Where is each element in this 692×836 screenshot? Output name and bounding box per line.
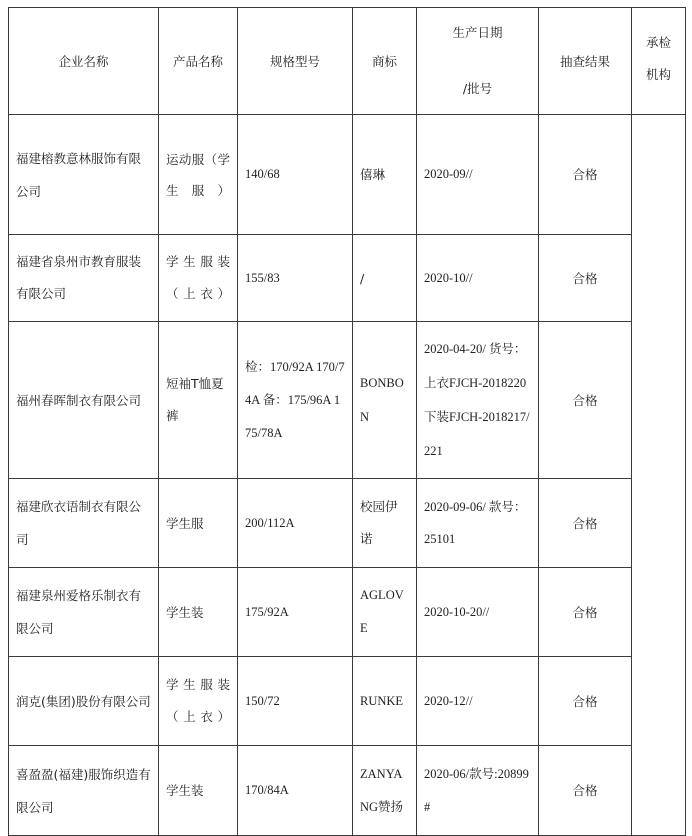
cell-date: 2020-10// [417,235,539,322]
cell-company: 福建欣衣语制衣有限公司 [9,479,159,568]
cell-brand: / [353,235,417,322]
header-result: 抽查结果 [539,8,632,115]
cell-company: 喜盈盈(福建)服饰织造有限公司 [9,746,159,836]
table-header-row [9,8,686,115]
cell-company: 福州春晖制衣有限公司 [9,322,159,479]
cell-company: 福建榕教意林服饰有限公司 [9,115,159,235]
cell-spec: 170/84A [238,746,353,836]
cell-spec: 200/112A [238,479,353,568]
table-row [9,322,686,479]
cell-product: 短袖T恤夏裤 [159,322,238,479]
header-agency-line1: 承检 [645,35,671,50]
cell-date: 2020-09// [417,115,539,235]
cell-result: 合格 [539,235,632,322]
header-date-line1: 生产日期 [452,25,503,40]
cell-brand: RUNKE [353,657,417,746]
cell-brand: 僖琳 [353,115,417,235]
table-row [9,657,686,746]
cell-date: 2020-12// [417,657,539,746]
cell-company: 福建泉州爱格乐制衣有限公司 [9,568,159,657]
cell-spec: 150/72 [238,657,353,746]
cell-result: 合格 [539,322,632,479]
cell-product: 学生装 [159,746,238,836]
cell-spec: 140/68 [238,115,353,235]
header-company: 企业名称 [9,8,159,115]
cell-spec: 175/92A [238,568,353,657]
cell-spec: 检：170/92A 170/74A 备：175/96A 175/78A [238,322,353,479]
cell-product: 学生服 [159,479,238,568]
table-row [9,115,686,235]
cell-product: 学生服装（上衣） [159,235,238,322]
table-row [9,479,686,568]
cell-product: 学生装 [159,568,238,657]
cell-date: 2020-10-20// [417,568,539,657]
cell-date: 2020-06/款号:20899# [417,746,539,836]
cell-agency [632,115,686,836]
cell-product: 运动服（学生服） [159,115,238,235]
cell-result: 合格 [539,479,632,568]
cell-date: 2020-09-06/ 款号：25101 [417,479,539,568]
cell-result: 合格 [539,568,632,657]
header-product: 产品名称 [159,8,238,115]
cell-result: 合格 [539,657,632,746]
header-agency-line2: 机构 [645,67,671,82]
cell-brand: AGLOVE [353,568,417,657]
cell-product: 学生服装（上衣） [159,657,238,746]
cell-brand: ZANYANG赞扬 [353,746,417,836]
header-brand: 商标 [353,8,417,115]
header-agency [632,8,686,115]
cell-date: 2020-04-20/ 货号：上衣FJCH-2018220 下装FJCH-2018217/221 [417,322,539,479]
header-production-date [417,8,539,115]
table-row [9,568,686,657]
header-date-line2: /批号 [462,81,493,96]
table-row [9,746,686,836]
cell-result: 合格 [539,746,632,836]
cell-brand: BONBON [353,322,417,479]
cell-company: 福建省泉州市教育服装有限公司 [9,235,159,322]
cell-spec: 155/83 [238,235,353,322]
cell-company: 润克(集团)股份有限公司 [9,657,159,746]
table-row [9,235,686,322]
cell-brand: 校园伊诺 [353,479,417,568]
header-spec: 规格型号 [238,8,353,115]
cell-result: 合格 [539,115,632,235]
inspection-results-table [8,7,686,836]
